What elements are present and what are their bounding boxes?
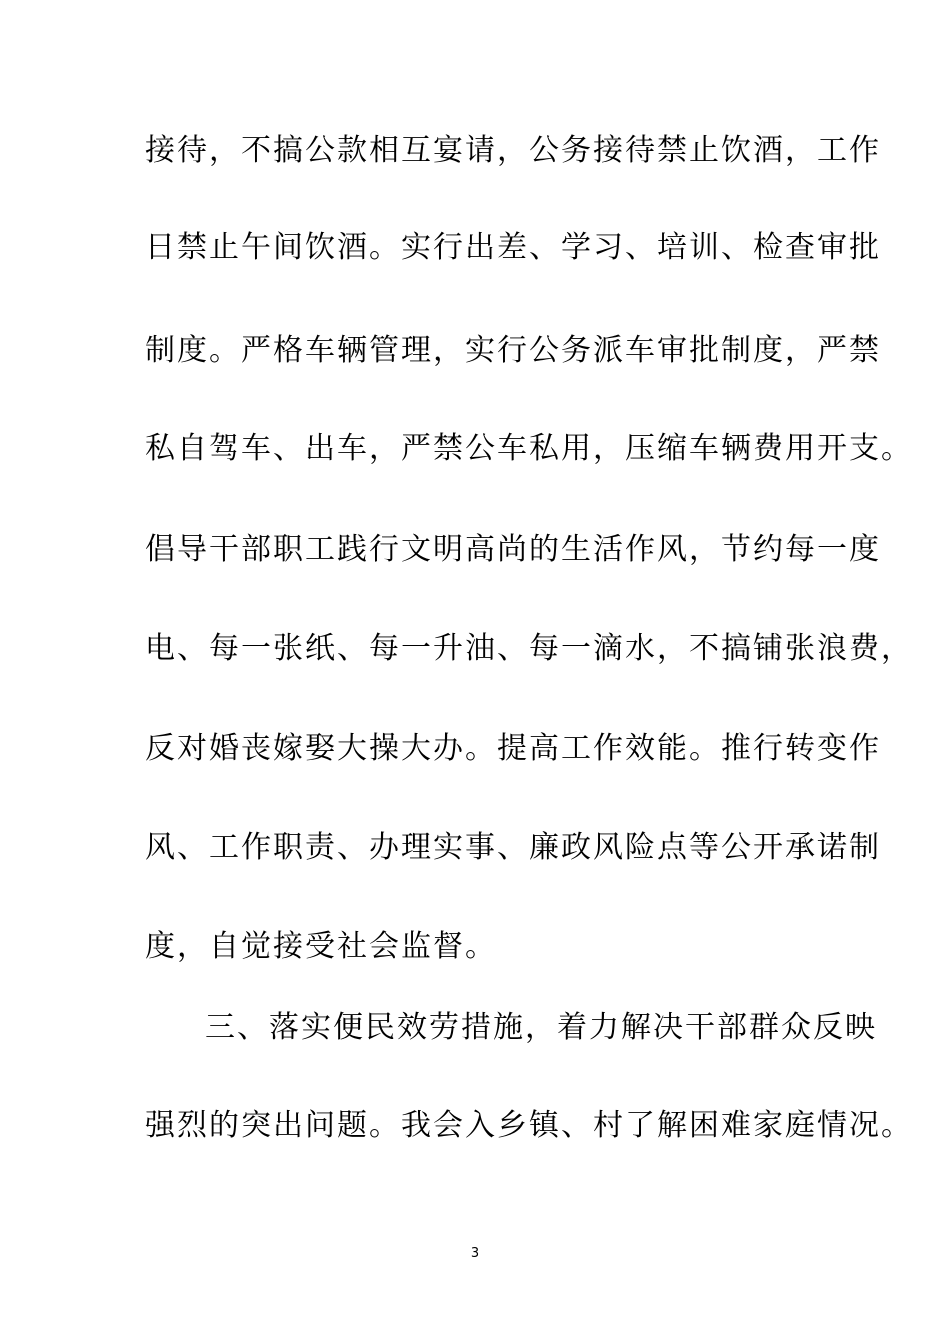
paragraph-first-line: 三、落实便民效劳措施，着力解决干部群众反映 — [205, 1010, 877, 1045]
text-line: 强烈的突出问题。我会入乡镇、村了解困难家庭情况。 — [145, 1108, 913, 1143]
text-line: 度，自觉接受社会监督。 — [145, 929, 497, 964]
text-line: 电、每一张纸、每一升油、每一滴水，不搞铺张浪费， — [145, 631, 913, 666]
page-number: 3 — [470, 1246, 480, 1261]
text-line: 日禁止午间饮酒。实行出差、学习、培训、检查审批 — [145, 230, 881, 265]
text-line: 私自驾车、出车，严禁公车私用，压缩车辆费用开支。 — [145, 431, 913, 466]
text-line: 接待，不搞公款相互宴请，公务接待禁止饮酒，工作 — [145, 133, 881, 168]
text-line: 反对婚丧嫁娶大操大办。提高工作效能。推行转变作 — [145, 731, 881, 766]
text-line: 制度。严格车辆管理，实行公务派车审批制度，严禁 — [145, 333, 881, 368]
text-line: 倡导干部职工践行文明高尚的生活作风，节约每一度 — [145, 532, 881, 567]
text-line: 风、工作职责、办理实事、廉政风险点等公开承诺制 — [145, 830, 881, 865]
